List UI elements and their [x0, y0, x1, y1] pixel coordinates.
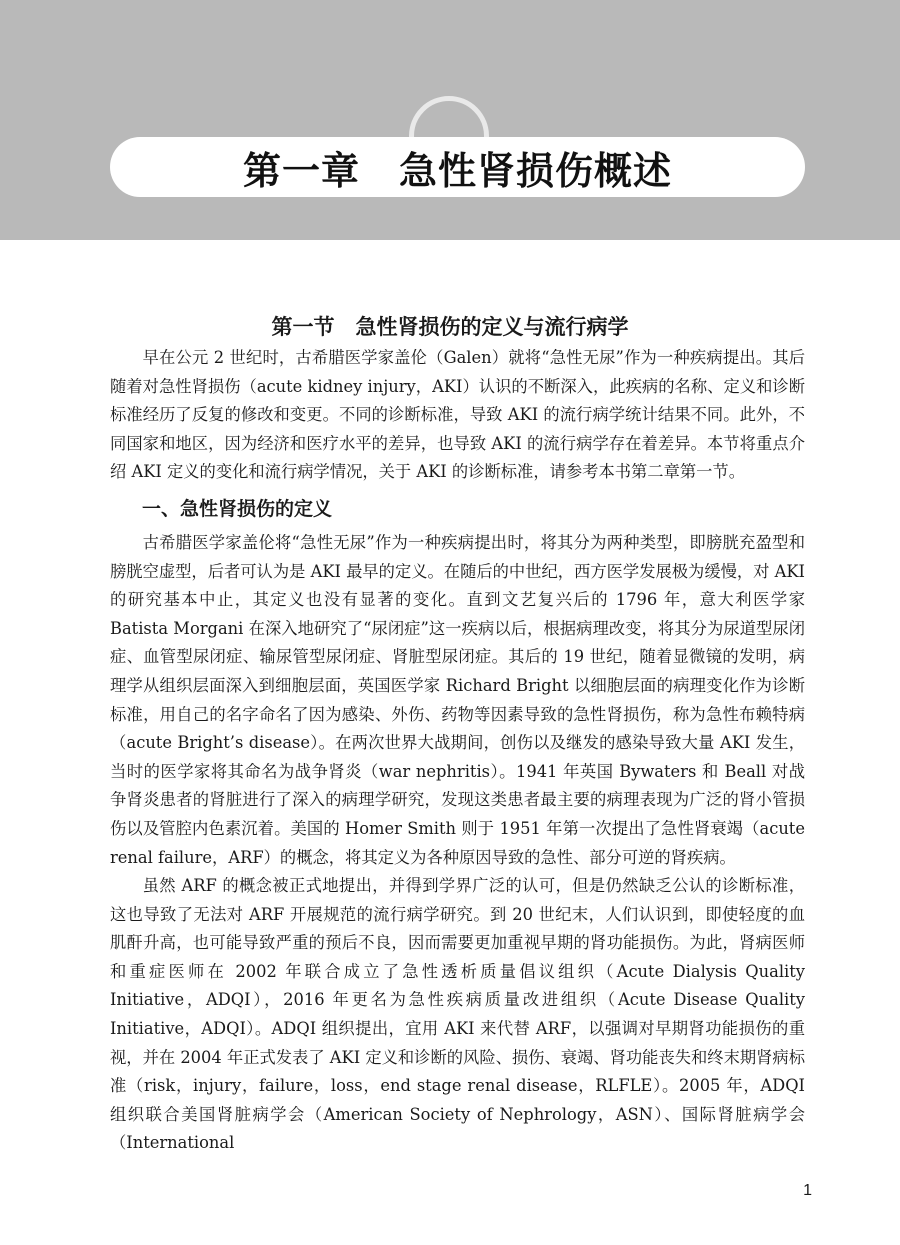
page-number: 1: [803, 1182, 812, 1199]
paragraph-1: 古希腊医学家盖伦将“急性无尿”作为一种疾病提出时，将其分为两种类型，即膀胱充盈型和膀胱空虚型，后者可认为是 AKI 最早的定义。在随后的中世纪，西方医学发展极为缓慢，对 AKI 的研究基本中止，其定义也没有显著的变化。直到文艺复兴后的 1796 年，意大利医学家 Batista Morgani 在深入地研究了“尿闭症”这一疾病以后，根据病理改变，将其分为尿道型尿闭症、血管型尿闭症、输尿管型尿闭症、肾脏型尿闭症。其后的 19 世纪，随着显微镜的发明，病理学从组织层面深入到细胞层面，英国医学家 Richard Bright 以细胞层面的病理变化作为诊断标准，用自己的名字命名了因为感染、外伤、药物等因素导致的急性肾损伤，称为急性布赖特病（acute Bright’s disease）。在两次世界大战期间，创伤以及继发的感染导致大量 AKI 发生，当时的医学家将其命名为战争肾炎（war nephritis）。1941 年英国 Bywaters 和 Beall 对战争肾炎患者的肾脏进行了深入的病理学研究，发现这类患者最主要的病理表现为广泛的肾小管损伤以及管腔内色素沉着。美国的 Homer Smith 则于 1951 年第一次提出了急性肾衰竭（acute renal failure，ARF）的概念，将其定义为各种原因导致的急性、部分可逆的肾疾病。: [110, 532, 805, 867]
chapter-header-band: [0, 0, 900, 240]
body-text: [110, 344, 805, 1158]
chapter-title-box: [110, 137, 805, 197]
intro-paragraph: 早在公元 2 世纪时，古希腊医学家盖伦（Galen）就将“急性无尿”作为一种疾病提出。其后随着对急性肾损伤（acute kidney injury，AKI）认识的不断深入，此疾病的名称、定义和诊断标准经历了反复的修改和变更。不同的诊断标准，导致 AKI 的流行病学统计结果不同。此外，不同国家和地区，因为经济和医疗水平的差异，也导致 AKI 的流行病学存在着差异。本节将重点介绍 AKI 定义的变化和流行病学情况，关于 AKI 的诊断标准，请参考本书第二章第一节。: [110, 348, 805, 482]
paragraph-2: 虽然 ARF 的概念被正式地提出，并得到学界广泛的认可，但是仍然缺乏公认的诊断标准，这也导致了无法对 ARF 开展规范的流行病学研究。到 20 世纪末，人们认识到，即使轻度的血肌酐升高，也可能导致严重的预后不良，因而需要更加重视早期的肾功能损伤。为此，肾病医师和重症医师在 2002 年联合成立了急性透析质量倡议组织（Acute Dialysis Quality Initiative，ADQI），2016 年更名为急性疾病质量改进组织（Acute Disease Quality Initiative，ADQI）。ADQI 组织提出，宜用 AKI 来代替 ARF，以强调对早期肾功能损伤的重视，并在 2004 年正式发表了 AKI 定义和诊断的风险、损伤、衰竭、肾功能丧失和终末期肾病标准（risk，injury，failure，loss，end stage renal disease，RLFLE）。2005 年，ADQI 组织联合美国肾脏病学会（American Society of Nephrology，ASN）、国际肾脏病学会（International: [110, 876, 805, 1153]
subheading: 一、急性肾损伤的定义: [142, 497, 333, 520]
section-title: 第一节 急性肾损伤的定义与流行病学: [271, 314, 629, 339]
chapter-title: 第一章 急性肾损伤概述: [242, 148, 672, 193]
